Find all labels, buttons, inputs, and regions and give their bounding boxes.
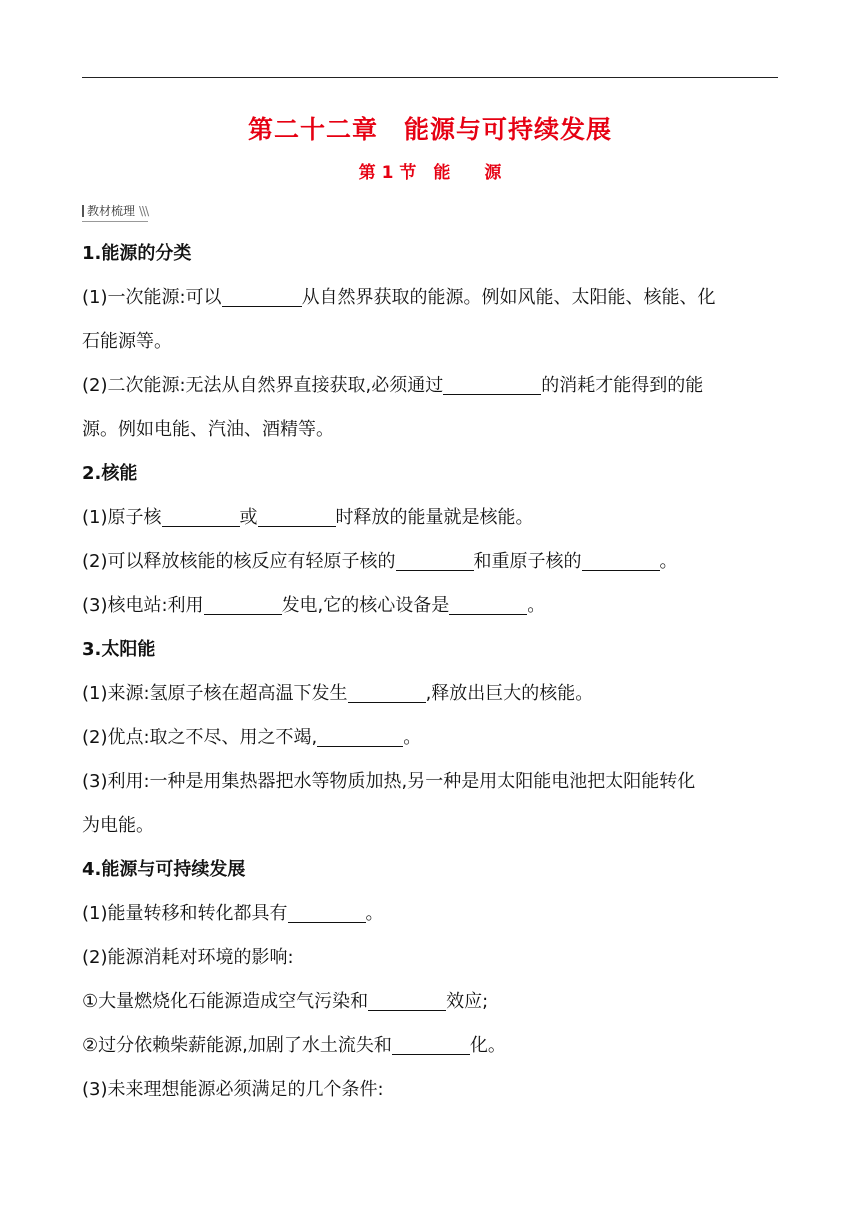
text-line: (3)未来理想能源必须满足的几个条件:: [82, 1079, 384, 1100]
text-line: 源。例如电能、汽油、酒精等。: [82, 419, 334, 440]
fill-blank[interactable]: [258, 506, 336, 527]
fill-blank[interactable]: [396, 550, 474, 571]
top-rule: [82, 77, 778, 78]
fill-blank[interactable]: [582, 550, 660, 571]
section-heading: 2.核能: [82, 463, 138, 484]
fill-blank[interactable]: [368, 990, 446, 1011]
section-heading: 1.能源的分类: [82, 243, 192, 264]
text-line: (1)原子核 或 时释放的能量就是核能。: [82, 507, 534, 528]
fill-blank[interactable]: [288, 902, 366, 923]
text-line: 为电能。: [82, 815, 154, 836]
tag-label: 教材梳理: [87, 204, 136, 218]
text-line: ②过分依赖柴薪能源,加剧了水土流失和 化。: [82, 1035, 506, 1056]
text-line: (2)二次能源:无法从自然界直接获取,必须通过 的消耗才能得到的能: [82, 375, 704, 396]
text-line: 石能源等。: [82, 331, 172, 352]
fill-blank[interactable]: [162, 506, 240, 527]
tag-bar-icon: [82, 205, 84, 217]
text-line: ①大量燃烧化石能源造成空气污染和 效应;: [82, 991, 489, 1012]
content: [82, 232, 782, 1112]
text-line: (1)能量转移和转化都具有 。: [82, 903, 384, 924]
text-line: (2)能源消耗对环境的影响:: [82, 947, 294, 968]
hatch-icon: \\\: [139, 203, 149, 218]
text-line: (3)核电站:利用 发电,它的核心设备是 。: [82, 595, 546, 616]
text-line: (1)一次能源:可以 从自然界获取的能源。例如风能、太阳能、核能、化: [82, 287, 716, 308]
fill-blank[interactable]: [317, 726, 403, 747]
section-heading: 4.能源与可持续发展: [82, 859, 246, 880]
fill-blank[interactable]: [449, 594, 527, 615]
text-line: (2)可以释放核能的核反应有轻原子核的 和重原子核的 。: [82, 551, 678, 572]
fill-blank[interactable]: [443, 374, 541, 395]
fill-blank[interactable]: [392, 1034, 470, 1055]
text-line: (2)优点:取之不尽、用之不竭, 。: [82, 727, 422, 748]
text-line: (3)利用:一种是用集热器把水等物质加热,另一种是用太阳能电池把太阳能转化: [82, 771, 696, 792]
fill-blank[interactable]: [204, 594, 282, 615]
fill-blank[interactable]: [348, 682, 426, 703]
text-line: (1)来源:氢原子核在超高温下发生 ,释放出巨大的核能。: [82, 683, 594, 704]
fill-blank[interactable]: [222, 286, 302, 307]
textbook-review-tag: [82, 202, 148, 219]
chapter-title: 第二十二章 能源与可持续发展: [247, 115, 612, 144]
section-title: 第 1 节 能 源: [358, 163, 502, 183]
section-heading: 3.太阳能: [82, 639, 156, 660]
